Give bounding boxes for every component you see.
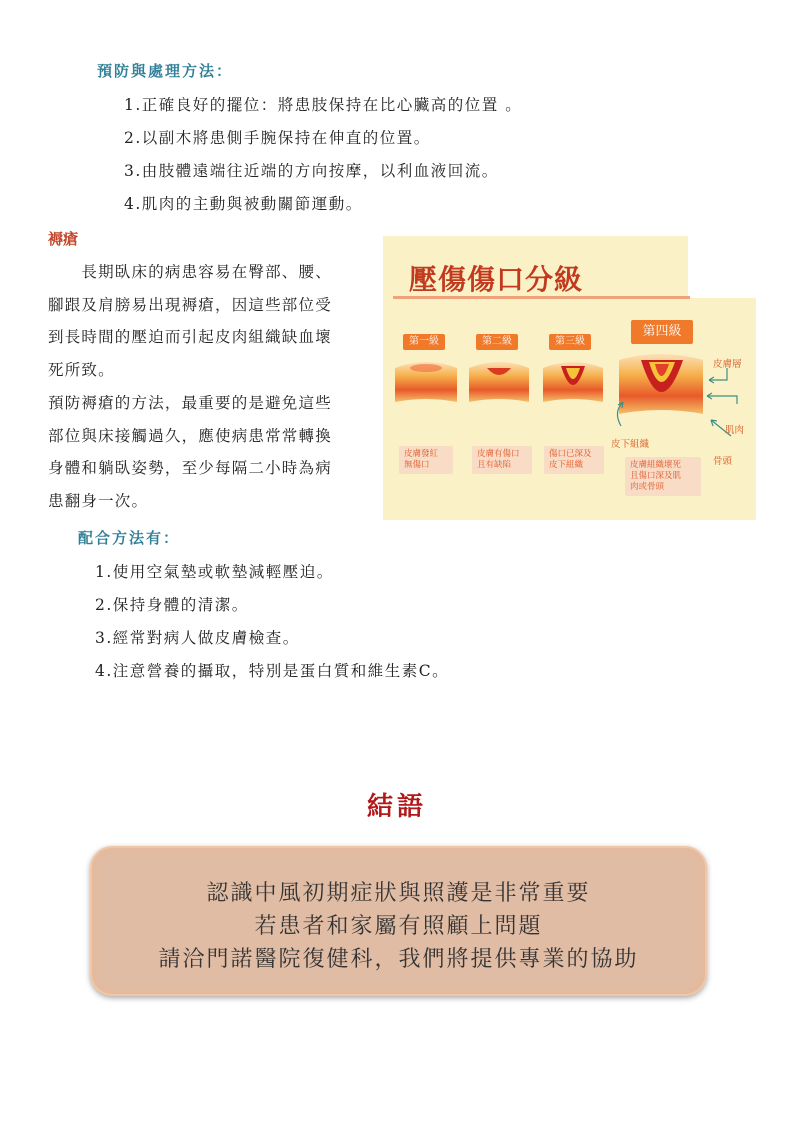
bone-layer-label: 骨頭 [713, 456, 733, 467]
methods-heading: 配合方法有： [78, 529, 181, 547]
stage-3-wound-icon [543, 362, 603, 402]
desc-line: 皮下組織 [549, 460, 584, 470]
bedsore-heading: 褥瘡 [48, 230, 79, 248]
muscle-layer-label: 肌肉 [725, 425, 745, 436]
paragraph-line: 長期臥床的病患容易在臀部、腰、 [48, 263, 332, 281]
conclusion-line: 請洽門諾醫院復健科，我們將提供專業的協助 [158, 947, 639, 972]
desc-line: 皮膚組織壞死 [630, 460, 682, 470]
desc-line: 肉或骨頭 [630, 482, 665, 492]
paragraph-line: 預防褥瘡的方法，最重要的是避免這些 [48, 394, 332, 412]
bedsore-paragraph-2 [48, 387, 368, 517]
conclusion-box [90, 846, 707, 996]
desc-line: 皮膚有傷口 [477, 449, 520, 459]
method-item: 2.保持身體的清潔。 [95, 596, 249, 614]
stage-2-wound-icon [469, 362, 529, 402]
prevention-item: 4.肌肉的主動與被動關節運動。 [124, 195, 363, 213]
method-item: 4.注意營養的攝取，特別是蛋白質和維生素C。 [95, 662, 450, 680]
method-item: 3.經常對病人做皮膚檢查。 [95, 629, 300, 647]
desc-line: 皮膚發紅 [404, 449, 439, 459]
infographic-title: 壓傷傷口分級 [409, 263, 584, 296]
prevention-heading: 預防與處理方法： [97, 62, 234, 80]
paragraph-line: 部位與床接觸過久，應使病患常常轉換 [48, 426, 332, 445]
stage-1-tag: 第一級 [403, 334, 445, 350]
conclusion-title: 結語 [366, 792, 427, 822]
desc-line: 且傷口深及肌 [630, 471, 682, 481]
stage-2-description [472, 446, 532, 474]
paragraph-line: 腳跟及肩膀易出現褥瘡，因這些部位受 [48, 295, 332, 314]
paragraph-line: 患翻身一次。 [48, 491, 149, 510]
stage-3-tag: 第三級 [549, 334, 591, 350]
stage-4-description [625, 457, 701, 496]
method-item: 1.使用空氣墊或軟墊減輕壓迫。 [95, 563, 334, 581]
paragraph-line: 到長時間的壓迫而引起皮肉組織缺血壞 [48, 328, 332, 346]
stage-1-description [399, 446, 453, 474]
prevention-item: 1.正確良好的擺位：將患肢保持在比心臟高的位置 。 [124, 96, 523, 114]
subcutaneous-layer-label: 皮下組織 [611, 439, 650, 450]
wound-stages-illustration [391, 354, 751, 444]
prevention-item: 3.由肢體遠端往近端的方向按摩，以利血液回流。 [124, 162, 499, 180]
bedsore-paragraph-1 [48, 256, 368, 386]
stage-1-wound-icon [395, 362, 457, 402]
skin-layer-label: 皮膚層 [713, 359, 742, 370]
prevention-item: 2.以副木將患側手腕保持在伸直的位置。 [124, 129, 431, 147]
stage-3-description [544, 446, 604, 474]
conclusion-line: 認識中風初期症狀與照護是非常重要 [206, 881, 591, 906]
pressure-injury-infographic [383, 236, 756, 520]
stage-4-wound-icon [619, 354, 703, 414]
paragraph-line: 身體和躺臥姿勢，至少每隔二小時為病 [48, 459, 332, 477]
desc-line: 無傷口 [404, 460, 430, 470]
desc-line: 傷口已深及 [549, 449, 592, 459]
conclusion-line: 若患者和家屬有照顧上問題 [254, 914, 543, 939]
stage-4-tag: 第四級 [631, 320, 693, 344]
stage-2-tag: 第二級 [476, 334, 518, 350]
desc-line: 且有缺陷 [477, 460, 512, 470]
paragraph-line: 死所致。 [48, 360, 115, 379]
